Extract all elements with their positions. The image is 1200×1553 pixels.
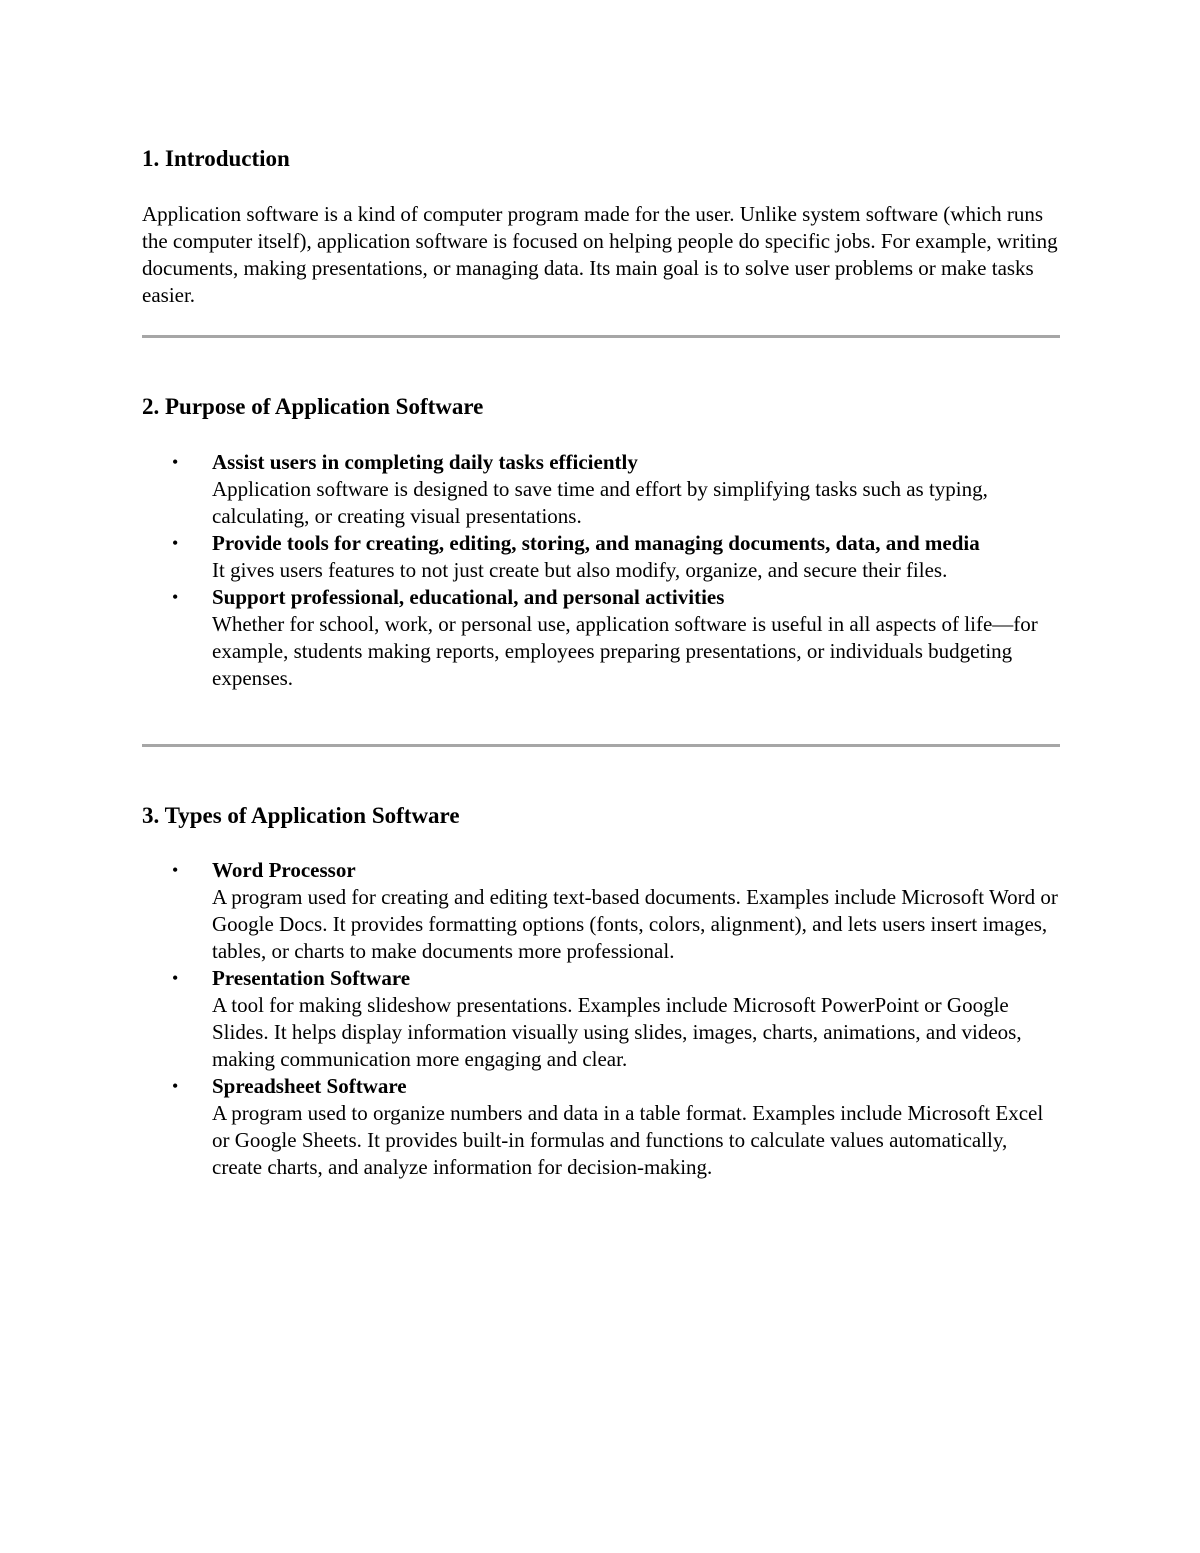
list-item	[142, 584, 1060, 692]
list-item-description: Application software is designed to save time and effort by simplifying tasks such as typing, calculating, or creating visual presentations.	[212, 477, 988, 528]
list-item-title: Spreadsheet Software	[212, 1074, 407, 1098]
list-item-description: A program used to organize numbers and data in a table format. Examples include Microsoft Excel or Google Sheets. It provides built-in formulas and functions to calculate values automatically, create charts, and analyze information for decision-making.	[212, 1101, 1044, 1179]
purpose-list	[142, 449, 1060, 692]
list-item-title: Word Processor	[212, 858, 356, 882]
bullet-icon: •	[172, 1076, 179, 1096]
list-item	[142, 857, 1060, 965]
list-item-title: Support professional, educational, and personal activities	[212, 585, 725, 609]
list-item-description: It gives users features to not just create but also modify, organize, and secure their files.	[212, 558, 948, 582]
bullet-icon: •	[172, 587, 179, 607]
bullet-icon: •	[172, 968, 179, 988]
section-heading-purpose: 2. Purpose of Application Software	[142, 394, 484, 419]
section-heading-types: 3. Types of Application Software	[142, 803, 460, 828]
list-item-description: A program used for creating and editing text-based documents. Examples include Microsoft Word or Google Docs. It provides formatting options (fonts, colors, alignment), and lets users insert images, tables, or charts to make documents more professional.	[212, 885, 1058, 963]
bullet-icon: •	[172, 860, 179, 880]
list-item	[142, 530, 1060, 584]
section-heading-introduction: 1. Introduction	[142, 146, 290, 171]
list-item-title: Assist users in completing daily tasks efficiently	[212, 450, 638, 474]
list-item-description: Whether for school, work, or personal use, application software is useful in all aspects of life—for example, students making reports, employees preparing presentations, or individuals budgeting expenses.	[212, 612, 1038, 690]
horizontal-rule	[142, 335, 1060, 338]
bullet-icon: •	[172, 452, 179, 472]
list-item	[142, 965, 1060, 1073]
bullet-icon: •	[172, 533, 179, 553]
introduction-paragraph: Application software is a kind of computer program made for the user. Unlike system software (which runs the computer itself), application software is focused on helping people do specific jobs. For example, writing documents, making presentations, or managing data. Its main goal is to solve user problems or make tasks easier.	[142, 202, 1058, 307]
list-item-title: Presentation Software	[212, 966, 411, 990]
list-item	[142, 449, 1060, 530]
horizontal-rule	[142, 744, 1060, 747]
types-list	[142, 857, 1060, 1181]
list-item-title: Provide tools for creating, editing, storing, and managing documents, data, and media	[212, 531, 980, 555]
list-item	[142, 1073, 1060, 1181]
list-item-description: A tool for making slideshow presentations. Examples include Microsoft PowerPoint or Google Slides. It helps display information visually using slides, images, charts, animations, and videos, making communication more engaging and clear.	[212, 993, 1022, 1071]
